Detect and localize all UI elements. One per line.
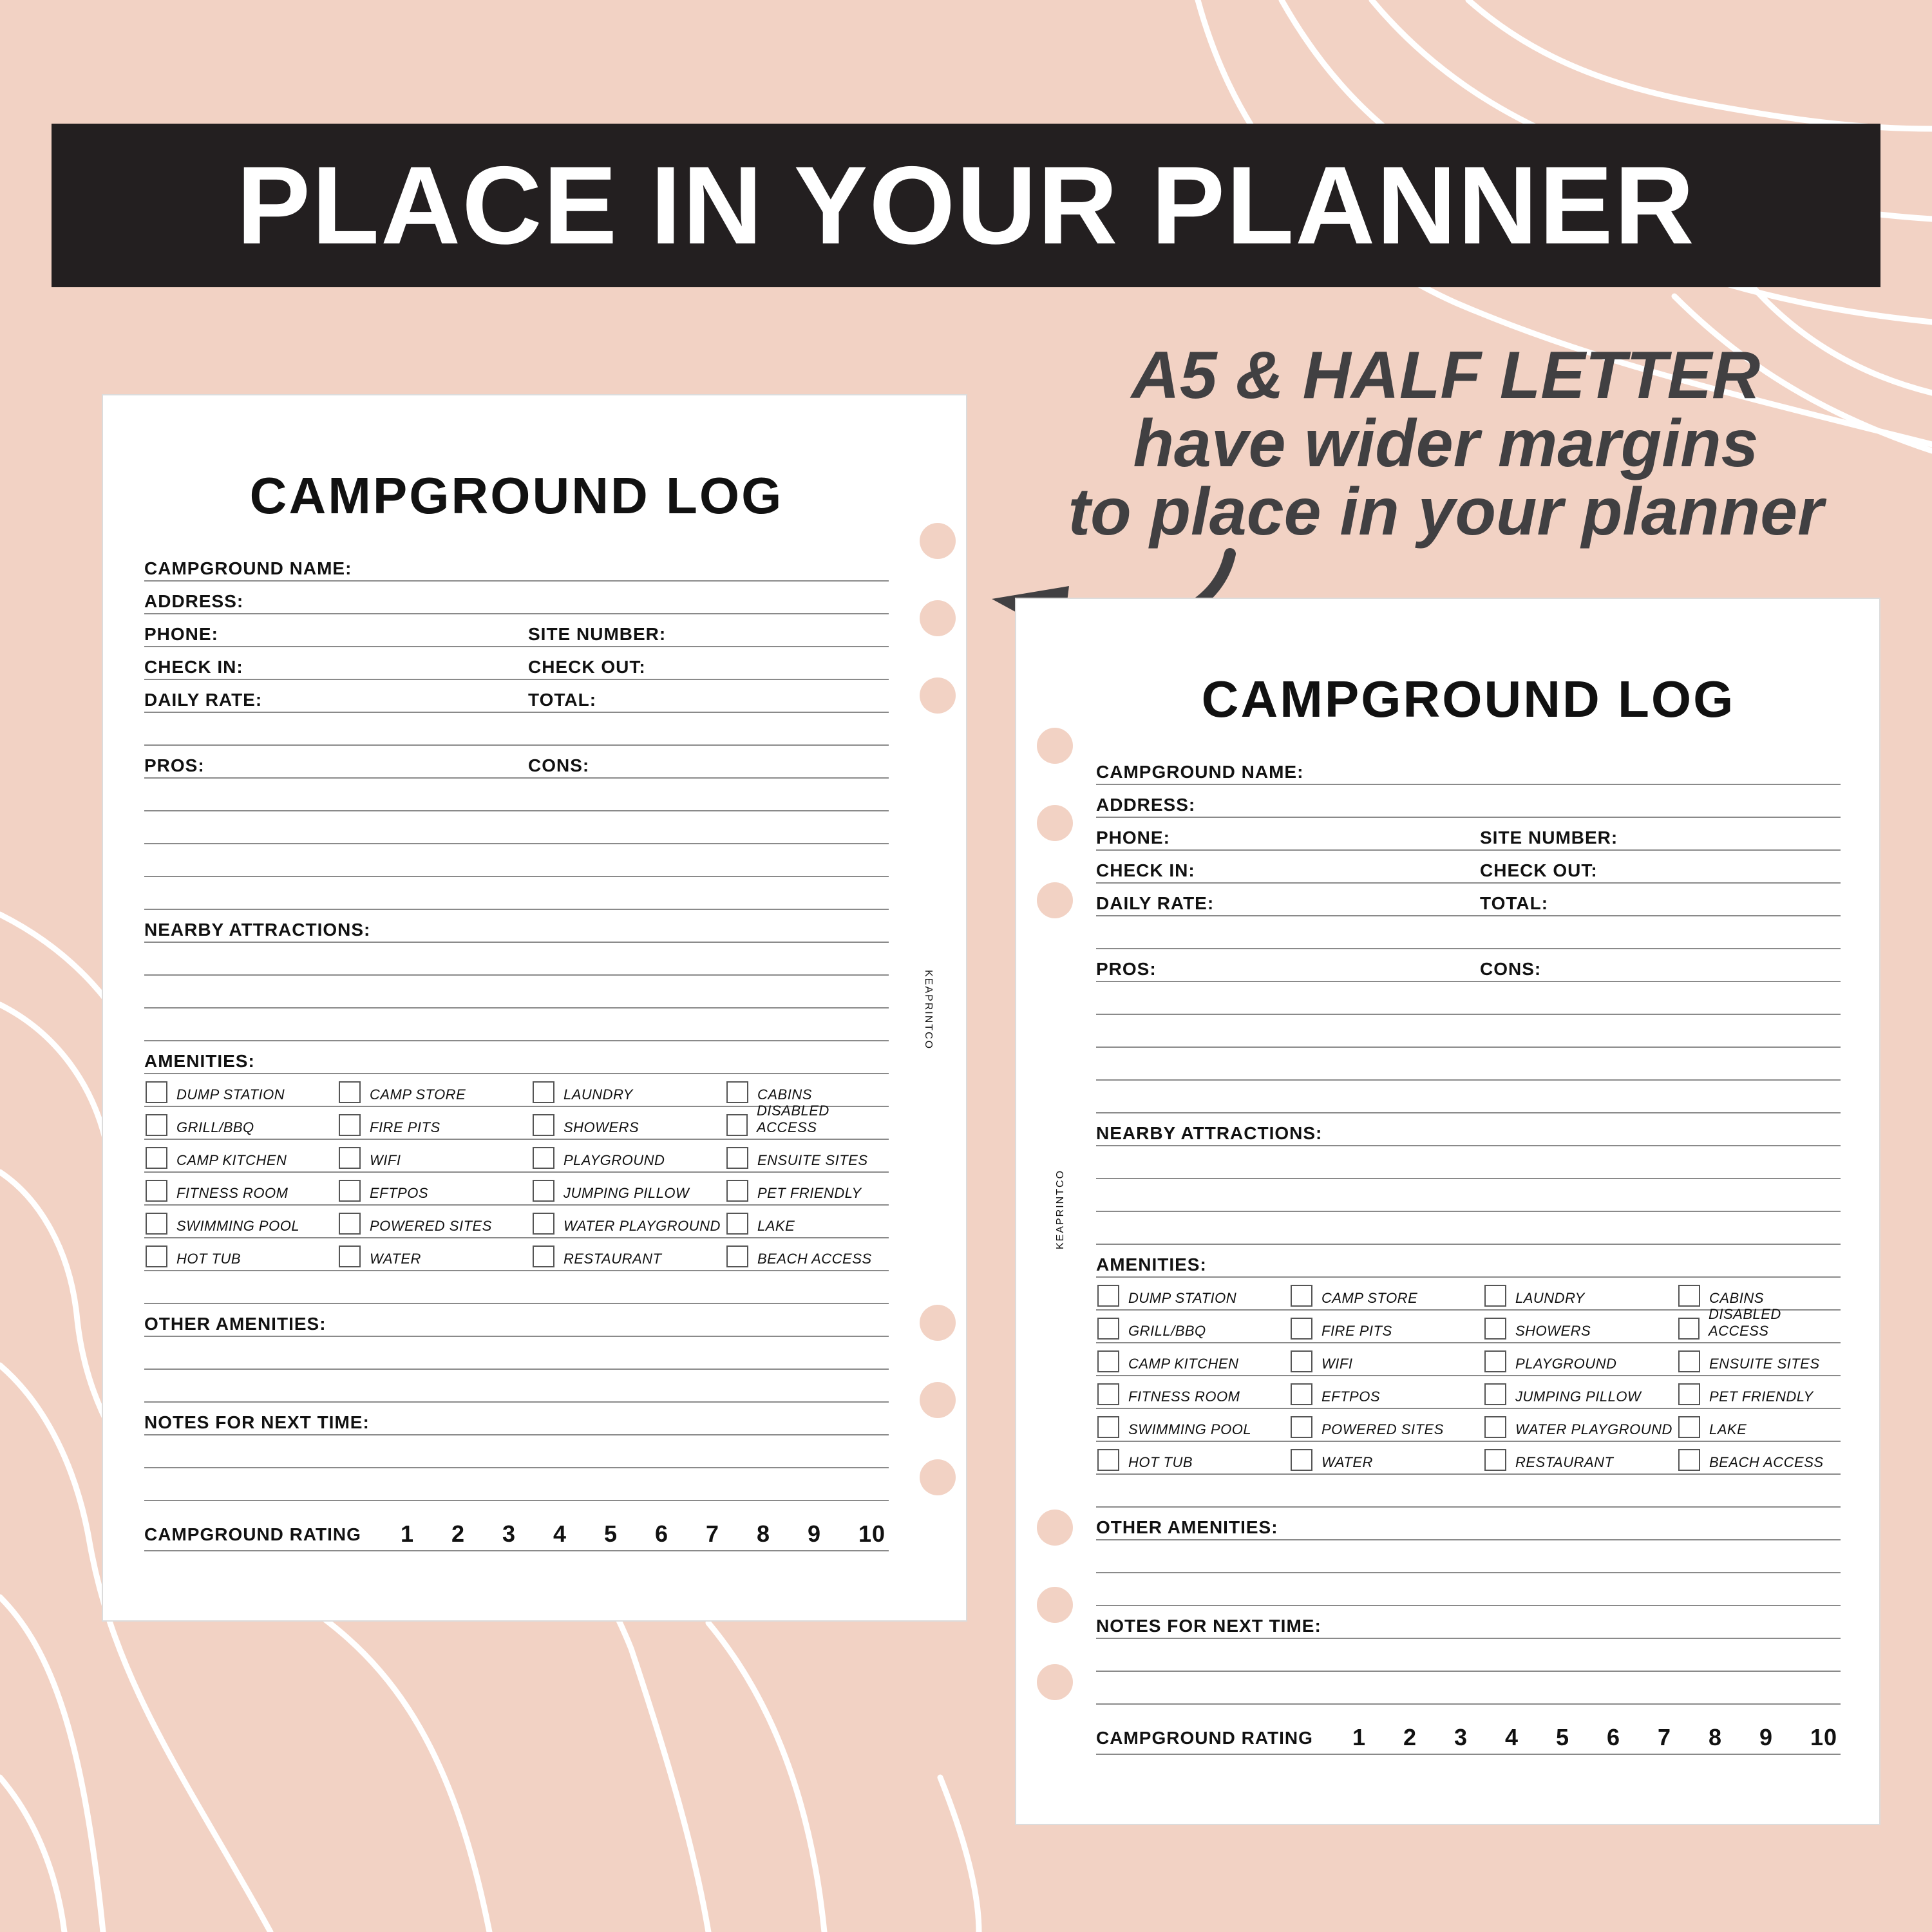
notes-row — [1096, 1606, 1841, 1639]
amenity-row — [144, 1140, 889, 1173]
amenity-checkbox[interactable] — [1484, 1285, 1506, 1307]
address-row-label: ADDRESS: — [1096, 795, 1196, 815]
brand-label: KEAPRINTCO — [923, 970, 934, 1050]
amenity-label: CAMP STORE — [370, 1086, 466, 1103]
pros-line — [144, 811, 889, 844]
rating-number[interactable]: 10 — [858, 1520, 886, 1547]
amenity-label: WIFI — [1321, 1356, 1353, 1372]
pros-line — [144, 844, 889, 877]
blank-row — [144, 1271, 889, 1304]
amenity-label: EFTPOS — [1321, 1388, 1381, 1405]
attractions-line — [1096, 1212, 1841, 1245]
amenity-checkbox[interactable] — [146, 1147, 167, 1169]
punch-hole — [920, 1382, 956, 1418]
rate-row-label-2: TOTAL: — [528, 690, 597, 710]
amenity-item — [726, 1245, 872, 1267]
amenity-label: SWIMMING POOL — [1128, 1421, 1252, 1437]
amenity-checkbox[interactable] — [533, 1213, 554, 1235]
amenity-label: PLAYGROUND — [564, 1152, 665, 1168]
rating-number[interactable]: 8 — [1709, 1724, 1723, 1750]
amenity-checkbox[interactable] — [146, 1114, 167, 1136]
rating-row — [1096, 1705, 1841, 1755]
amenity-checkbox[interactable] — [339, 1114, 361, 1136]
other-row-label: OTHER AMENITIES: — [144, 1314, 327, 1334]
attractions-line — [144, 1009, 889, 1041]
callout-line-3: to place in your planner — [1068, 475, 1824, 549]
other-row-label: OTHER AMENITIES: — [1096, 1517, 1278, 1537]
amenity-checkbox[interactable] — [533, 1081, 554, 1103]
pros-line — [1096, 1081, 1841, 1113]
checkin-row-label: CHECK IN: — [1096, 860, 1195, 880]
amenity-label: CABINS — [757, 1086, 812, 1103]
header-banner — [52, 124, 1880, 287]
amenity-item — [339, 1114, 440, 1136]
rating-number[interactable]: 4 — [553, 1520, 567, 1547]
amenity-checkbox[interactable] — [1678, 1383, 1700, 1405]
amenity-item — [339, 1081, 466, 1103]
amenity-label: BEACH ACCESS — [1709, 1454, 1824, 1470]
amenity-item — [1678, 1449, 1824, 1471]
rating-number[interactable]: 7 — [1658, 1724, 1672, 1750]
amenity-item — [726, 1081, 812, 1103]
blank-row — [1096, 916, 1841, 949]
amenity-row — [144, 1103, 889, 1140]
other-row — [144, 1304, 889, 1337]
amenity-label: ENSUITE SITES — [1709, 1356, 1820, 1372]
attractions-line — [144, 976, 889, 1009]
rating-number[interactable]: 1 — [401, 1520, 415, 1547]
amenity-checkbox[interactable] — [726, 1081, 748, 1103]
amenity-label: CABINS — [1709, 1290, 1764, 1306]
amenity-item — [1484, 1285, 1585, 1307]
amenity-item — [726, 1103, 889, 1136]
amenity-label: BEACH ACCESS — [757, 1251, 872, 1267]
amenity-checkbox[interactable] — [1097, 1285, 1119, 1307]
attractions-line — [1096, 1179, 1841, 1212]
amenity-checkbox[interactable] — [726, 1245, 748, 1267]
amenity-item — [726, 1213, 795, 1235]
amenity-label: SHOWERS — [1515, 1323, 1591, 1339]
amenity-label: HOT TUB — [176, 1251, 242, 1267]
amenity-item — [533, 1114, 639, 1136]
amenity-checkbox[interactable] — [1678, 1285, 1700, 1307]
amenity-checkbox[interactable] — [1484, 1449, 1506, 1471]
brand-label: KEAPRINTCO — [1055, 1169, 1066, 1249]
punch-hole — [1037, 728, 1073, 764]
amenity-label: SHOWERS — [564, 1119, 639, 1135]
amenity-item — [1678, 1350, 1820, 1372]
amenity-label: WATER PLAYGROUND — [564, 1218, 721, 1234]
blank-row — [1096, 1573, 1841, 1606]
rate-row-label: DAILY RATE: — [144, 690, 263, 710]
blank-row — [1096, 1475, 1841, 1508]
phone-row — [144, 614, 889, 647]
amenity-item — [1097, 1350, 1238, 1372]
amenity-item — [1484, 1449, 1614, 1471]
amenity-label: GRILL/BBQ — [176, 1119, 254, 1135]
pros-line — [1096, 1048, 1841, 1081]
checkin-row-label-2: CHECK OUT: — [1480, 860, 1598, 880]
amenity-item — [146, 1245, 241, 1267]
amenity-checkbox[interactable] — [146, 1213, 167, 1235]
amenity-item — [146, 1147, 287, 1169]
amenity-item — [339, 1147, 401, 1169]
amenity-row — [144, 1206, 889, 1238]
blank-row — [144, 1370, 889, 1403]
amenity-checkbox[interactable] — [726, 1213, 748, 1235]
rating-number[interactable]: 5 — [1556, 1724, 1570, 1750]
amenity-label: JUMPING PILLOW — [1515, 1388, 1642, 1405]
amenity-label: PET FRIENDLY — [1709, 1388, 1814, 1405]
rate-row — [144, 680, 889, 713]
amenity-item — [1291, 1416, 1444, 1438]
checkin-row-label-2: CHECK OUT: — [528, 657, 646, 677]
amenity-label: POWERED SITES — [370, 1218, 492, 1234]
amenity-item — [1484, 1350, 1616, 1372]
punch-hole — [920, 600, 956, 636]
other-row — [1096, 1508, 1841, 1540]
amenity-item — [146, 1114, 254, 1136]
amenity-label: LAUNDRY — [1515, 1290, 1585, 1306]
punch-hole — [1037, 1510, 1073, 1546]
amenity-item — [146, 1081, 285, 1103]
punch-hole — [920, 1459, 956, 1495]
amenity-label: DUMP STATION — [176, 1086, 285, 1103]
amenity-checkbox[interactable] — [339, 1213, 361, 1235]
callout-line-1: A5 & HALF LETTER — [1131, 338, 1761, 413]
form-rows — [144, 549, 889, 1551]
amenity-item — [1678, 1416, 1747, 1438]
checkin-row — [1096, 851, 1841, 884]
amenity-checkbox[interactable] — [1291, 1449, 1312, 1471]
amenity-checkbox[interactable] — [1097, 1350, 1119, 1372]
amenity-item — [533, 1180, 689, 1202]
amenity-checkbox[interactable] — [726, 1114, 748, 1136]
notes-line — [1096, 1639, 1841, 1672]
pros-row — [1096, 949, 1841, 982]
rating-number[interactable]: 2 — [1403, 1724, 1417, 1750]
rating-number[interactable]: 9 — [1759, 1724, 1774, 1750]
amenities-row-label: AMENITIES: — [144, 1051, 255, 1071]
amenity-checkbox[interactable] — [1097, 1416, 1119, 1438]
amenity-label: DISABLED ACCESS — [757, 1103, 829, 1135]
phone-row-label-2: SITE NUMBER: — [1480, 828, 1618, 848]
name-row — [144, 549, 889, 582]
notes-line — [144, 1468, 889, 1501]
notes-row — [144, 1403, 889, 1435]
rating-number[interactable]: 6 — [655, 1520, 669, 1547]
amenity-item — [339, 1180, 428, 1202]
attractions-row-label: NEARBY ATTRACTIONS: — [1096, 1123, 1323, 1143]
pros-line — [1096, 982, 1841, 1015]
attractions-line — [144, 943, 889, 976]
rating-number[interactable]: 3 — [502, 1520, 516, 1547]
rating-number[interactable]: 10 — [1810, 1724, 1838, 1750]
amenity-item — [1484, 1416, 1672, 1438]
sheet-title: CAMPGROUND LOG — [1201, 670, 1736, 728]
rating-number[interactable]: 6 — [1607, 1724, 1621, 1750]
notes-row-label: NOTES FOR NEXT TIME: — [1096, 1616, 1321, 1636]
amenity-label: GRILL/BBQ — [1128, 1323, 1206, 1339]
rate-row-label: DAILY RATE: — [1096, 893, 1215, 913]
amenity-checkbox[interactable] — [1097, 1318, 1119, 1340]
amenity-checkbox[interactable] — [1678, 1449, 1700, 1471]
amenity-checkbox[interactable] — [146, 1180, 167, 1202]
amenity-item — [339, 1213, 492, 1235]
amenity-checkbox[interactable] — [1678, 1318, 1700, 1340]
amenity-label: DUMP STATION — [1128, 1290, 1237, 1306]
amenity-checkbox[interactable] — [1097, 1449, 1119, 1471]
amenity-item — [726, 1147, 868, 1169]
amenity-label: CAMP STORE — [1321, 1290, 1418, 1306]
punch-hole — [920, 677, 956, 714]
attractions-row — [144, 910, 889, 943]
amenity-item — [1291, 1449, 1373, 1471]
notes-line — [1096, 1672, 1841, 1705]
amenity-label: FIRE PITS — [1321, 1323, 1392, 1339]
blank-row — [144, 713, 889, 746]
phone-row — [1096, 818, 1841, 851]
amenity-label: HOT TUB — [1128, 1454, 1193, 1470]
amenity-checkbox[interactable] — [1484, 1416, 1506, 1438]
amenity-label: POWERED SITES — [1321, 1421, 1444, 1437]
pros-line — [1096, 1015, 1841, 1048]
amenity-item — [1291, 1285, 1417, 1307]
amenity-item — [1678, 1306, 1841, 1340]
checkin-row-label: CHECK IN: — [144, 657, 243, 677]
amenity-label: PLAYGROUND — [1515, 1356, 1617, 1372]
amenity-checkbox[interactable] — [1484, 1350, 1506, 1372]
amenity-checkbox[interactable] — [1678, 1416, 1700, 1438]
amenity-item — [339, 1245, 421, 1267]
rating-number[interactable]: 9 — [808, 1520, 822, 1547]
amenity-row — [1096, 1409, 1841, 1442]
pros-line — [144, 779, 889, 811]
amenity-label: FITNESS ROOM — [176, 1185, 289, 1201]
amenity-label: PET FRIENDLY — [757, 1185, 862, 1201]
form-rows — [1096, 752, 1841, 1755]
punch-hole — [1037, 1587, 1073, 1623]
amenity-label: RESTAURANT — [1515, 1454, 1614, 1470]
amenities-row-label: AMENITIES: — [1096, 1255, 1207, 1274]
amenity-label: SWIMMING POOL — [176, 1218, 300, 1234]
amenity-checkbox[interactable] — [1291, 1383, 1312, 1405]
name-row — [1096, 752, 1841, 785]
punch-hole — [920, 1305, 956, 1341]
pros-row-label: PROS: — [144, 755, 205, 775]
planner-sheet-a5 — [1015, 598, 1880, 1825]
planner-sheet-a4 — [102, 394, 967, 1622]
rating-number[interactable]: 1 — [1352, 1724, 1367, 1750]
amenity-checkbox[interactable] — [533, 1180, 554, 1202]
pros-row-label-2: CONS: — [528, 755, 590, 775]
phone-row-label: PHONE: — [144, 624, 218, 644]
amenity-label: CAMP KITCHEN — [1128, 1356, 1239, 1372]
amenity-item — [1097, 1285, 1236, 1307]
amenity-item — [533, 1245, 662, 1267]
amenity-checkbox[interactable] — [146, 1081, 167, 1103]
punch-hole — [1037, 805, 1073, 841]
amenity-label: LAUNDRY — [564, 1086, 633, 1103]
name-row-label: CAMPGROUND NAME: — [1096, 762, 1304, 782]
amenity-checkbox[interactable] — [1291, 1285, 1312, 1307]
amenity-item — [1291, 1383, 1380, 1405]
amenity-checkbox[interactable] — [339, 1245, 361, 1267]
amenity-row — [144, 1173, 889, 1206]
checkin-row — [144, 647, 889, 680]
amenity-checkbox[interactable] — [339, 1180, 361, 1202]
rating-number[interactable]: 7 — [706, 1520, 720, 1547]
punch-hole — [920, 523, 956, 559]
amenities-row — [144, 1041, 889, 1074]
amenity-checkbox[interactable] — [726, 1180, 748, 1202]
amenity-checkbox[interactable] — [533, 1245, 554, 1267]
attractions-line — [1096, 1146, 1841, 1179]
amenity-item — [1097, 1383, 1240, 1405]
amenity-item — [1097, 1416, 1251, 1438]
pros-row — [144, 746, 889, 779]
phone-row-label-2: SITE NUMBER: — [528, 624, 667, 644]
rating-row — [144, 1501, 889, 1551]
amenity-item — [1484, 1383, 1641, 1405]
rating-label: CAMPGROUND RATING — [1096, 1728, 1313, 1748]
amenity-checkbox[interactable] — [533, 1147, 554, 1169]
amenity-label: WATER PLAYGROUND — [1515, 1421, 1672, 1437]
amenity-row — [1096, 1343, 1841, 1376]
amenity-label: ENSUITE SITES — [757, 1152, 868, 1168]
other-line — [1096, 1540, 1841, 1573]
address-row — [144, 582, 889, 614]
amenity-checkbox[interactable] — [1291, 1318, 1312, 1340]
amenity-checkbox[interactable] — [146, 1245, 167, 1267]
sheet-title: CAMPGROUND LOG — [249, 467, 784, 524]
amenity-label: JUMPING PILLOW — [564, 1185, 690, 1201]
amenity-label: RESTAURANT — [564, 1251, 662, 1267]
other-line — [144, 1337, 889, 1370]
callout-line-2: have wider margins — [1133, 406, 1759, 481]
rating-number[interactable]: 3 — [1454, 1724, 1468, 1750]
amenity-checkbox[interactable] — [533, 1114, 554, 1136]
amenity-item — [1097, 1449, 1193, 1471]
amenity-checkbox[interactable] — [1097, 1383, 1119, 1405]
amenity-checkbox[interactable] — [339, 1081, 361, 1103]
amenity-label: LAKE — [1709, 1421, 1747, 1437]
name-row-label: CAMPGROUND NAME: — [144, 558, 352, 578]
amenity-checkbox[interactable] — [1484, 1383, 1506, 1405]
address-row-label: ADDRESS: — [144, 591, 244, 611]
amenity-item — [1678, 1383, 1814, 1405]
amenity-label: EFTPOS — [370, 1185, 429, 1201]
amenity-item — [726, 1180, 862, 1202]
amenity-label: WIFI — [370, 1152, 401, 1168]
amenity-item — [1291, 1350, 1352, 1372]
amenity-item — [533, 1081, 633, 1103]
pros-row-label-2: CONS: — [1480, 959, 1542, 979]
banner-title: PLACE IN YOUR PLANNER — [236, 144, 1696, 267]
phone-row-label: PHONE: — [1096, 828, 1170, 848]
amenity-label: CAMP KITCHEN — [176, 1152, 287, 1168]
punch-hole — [1037, 882, 1073, 918]
rating-number[interactable]: 2 — [451, 1520, 466, 1547]
amenity-label: FIRE PITS — [370, 1119, 440, 1135]
rating-number[interactable]: 4 — [1505, 1724, 1519, 1750]
amenity-row — [144, 1238, 889, 1271]
rate-row-label-2: TOTAL: — [1480, 893, 1549, 913]
amenity-item — [146, 1213, 299, 1235]
address-row — [1096, 785, 1841, 818]
amenity-checkbox[interactable] — [1484, 1318, 1506, 1340]
amenity-checkbox[interactable] — [726, 1147, 748, 1169]
amenity-checkbox[interactable] — [1678, 1350, 1700, 1372]
punch-hole — [1037, 1664, 1073, 1700]
rating-number[interactable]: 5 — [604, 1520, 618, 1547]
notes-row-label: NOTES FOR NEXT TIME: — [144, 1412, 370, 1432]
pros-row-label: PROS: — [1096, 959, 1157, 979]
pros-line — [144, 877, 889, 910]
amenity-item — [1291, 1318, 1392, 1340]
amenity-item — [533, 1147, 665, 1169]
size-callout — [992, 338, 1900, 549]
amenity-label: FITNESS ROOM — [1128, 1388, 1240, 1405]
notes-line — [144, 1435, 889, 1468]
amenity-checkbox[interactable] — [1291, 1416, 1312, 1438]
amenity-item — [1678, 1285, 1764, 1307]
amenity-checkbox[interactable] — [339, 1147, 361, 1169]
amenity-label: DISABLED ACCESS — [1709, 1306, 1781, 1339]
amenities-row — [1096, 1245, 1841, 1278]
attractions-row-label: NEARBY ATTRACTIONS: — [144, 920, 371, 940]
rating-number[interactable]: 8 — [757, 1520, 771, 1547]
amenity-row — [1096, 1442, 1841, 1475]
amenity-item — [1097, 1318, 1206, 1340]
amenity-item — [1484, 1318, 1591, 1340]
amenity-item — [533, 1213, 721, 1235]
amenity-label: LAKE — [757, 1218, 795, 1234]
amenity-row — [1096, 1306, 1841, 1343]
attractions-row — [1096, 1113, 1841, 1146]
amenity-row — [1096, 1376, 1841, 1409]
amenity-label: WATER — [1321, 1454, 1373, 1470]
amenity-label: WATER — [370, 1251, 421, 1267]
amenity-checkbox[interactable] — [1291, 1350, 1312, 1372]
amenity-item — [146, 1180, 288, 1202]
rating-label: CAMPGROUND RATING — [144, 1524, 361, 1544]
rate-row — [1096, 884, 1841, 916]
